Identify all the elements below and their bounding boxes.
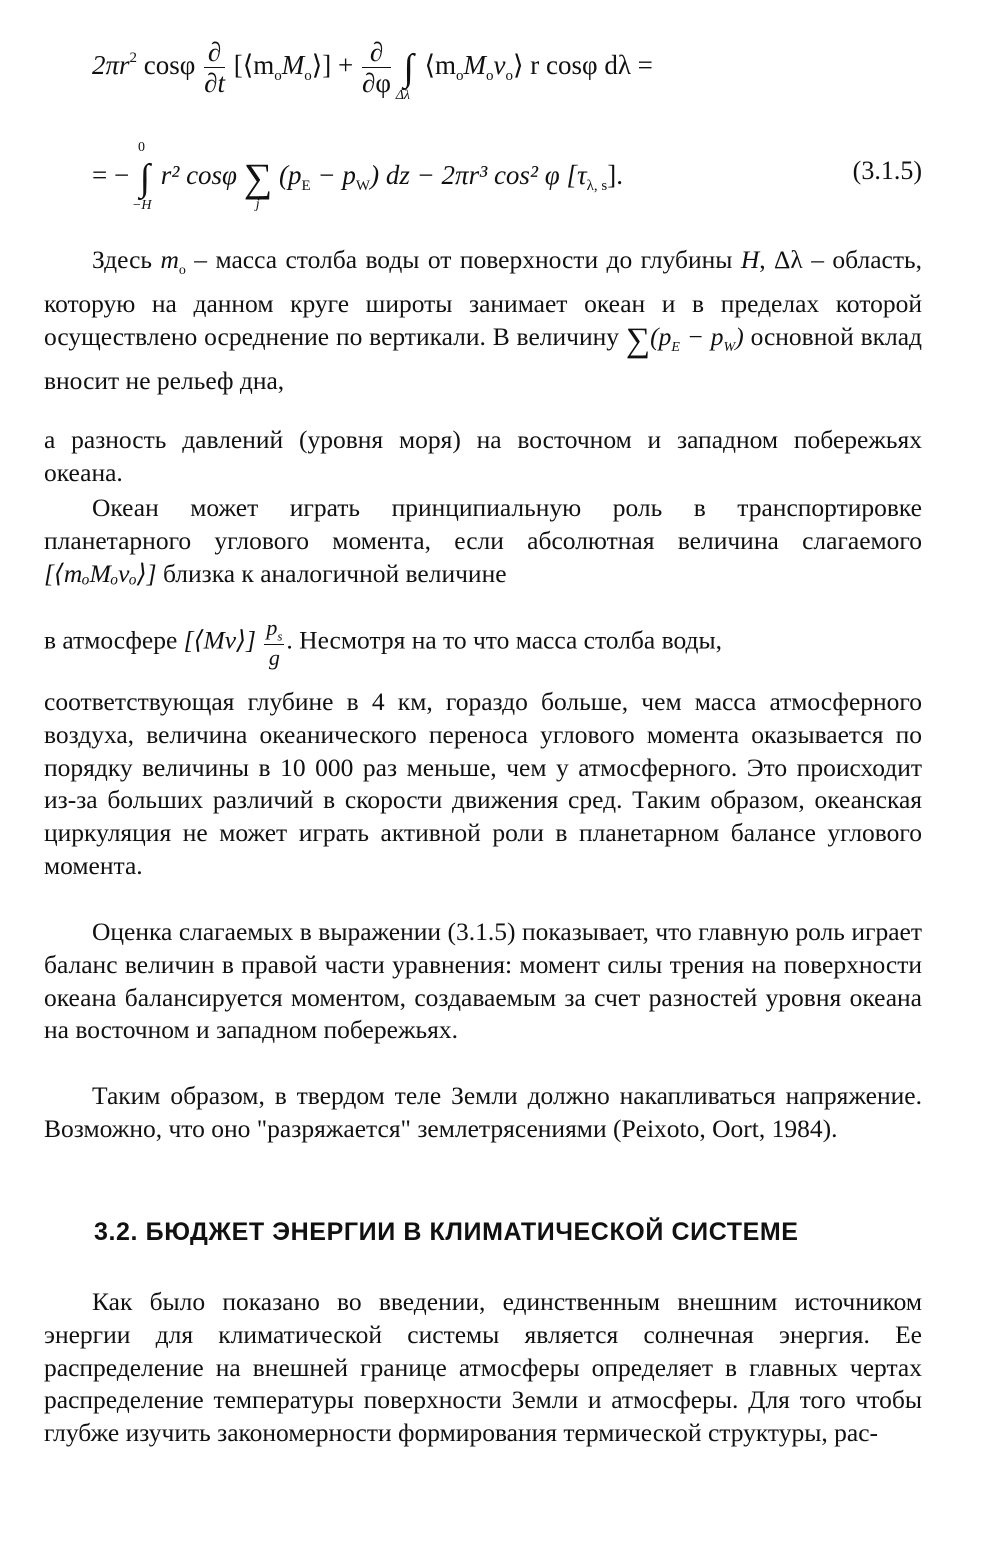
equation-line-2: = − 0 ∫ −H r² cosφ ∑ j $(p_E - p_W)$ dz − 2πr³ cos² φ $[\tau_{\lambda, s}]$. (3.1.5) — [92, 140, 922, 213]
eq2-sum: ∑ j — [243, 155, 273, 212]
paragraph-7: Таким образом, в твердом теле Земли должно накапливаться напряжение. Возможно, что оно "разряжается" землетрясениями (Peixoto, Oort, 1984). — [44, 1081, 922, 1143]
eq1-d-dphi: $\frac{\partial}{\partial\varphi}$ — [362, 37, 391, 99]
inline-sum-expression: $\sum(p_E - p_W)$ — [625, 321, 744, 359]
equation-line-1: $2\pi r^2$ cosφ $\frac{\partial}{\partial t}$ $[⟨m_oM_o⟩]$ + $\frac{\partial}{\partial\varphi}$ ∫ Δλ $⟨m_oM_o\nu_o⟩$ r cosφ dλ = — [92, 37, 653, 103]
paragraph-3: Океан может играть принципиальную роль в транспортировке планетарного углового момента, если абсолютная величина слагаемого [⟨mₒMₒνₒ⟩] близка к аналогичной величине — [44, 493, 922, 588]
paragraph-4: в атмосфере [⟨Mν⟩] $\frac{p_s}{g}$ . Несмотря на то что масса столба воды, — [44, 615, 722, 671]
eq1-cos: cosφ — [143, 50, 196, 81]
paragraph-5: соответствующая глубине в 4 км, гораздо больше, чем масса атмосферного воздуха, величина океанического переноса углового момента оказывается по порядку величины в 10 000 раз меньше, чем у атмосферного. Это происходит из-за больших различий в скорости движения сред. Таким образом, океанская циркуляция не может играть активной роли в планетарном балансе углового момента. — [44, 687, 922, 880]
eq1-d-dt: $\frac{\partial}{\partial t}$ — [204, 37, 225, 99]
paragraph-6: Оценка слагаемых в выражении (3.1.5) показывает, что главную роль играет баланс величин в правой части уравнения: момент силы трения на поверхности океана балансируется моментом, создаваемым за счет разностей уровня океана на восточном и западном побережьях. — [44, 917, 922, 1045]
paragraph-2: а разность давлений (уровня моря) на восточном и западном побережьях океана. — [44, 425, 922, 487]
paragraph-8: Как было показано во введении, единственным внешним источником энергии для климатической системы является солнечная энергия. Ее распределение на внешней границе атмосферы определяет в главных чертах распределение температуры поверхности Земли и атмосферы. Для того чтобы глубже изучить закономерности формирования термической структуры, рас- — [44, 1287, 922, 1448]
eq1-prefix: 2πr — [92, 50, 130, 81]
eq1-integral: ∫ Δλ — [395, 46, 414, 103]
paragraph-1: Здесь $m_o$ – масса столба воды от поверхности до глубины H, Δλ – область, которую на данном круге широты занимает океан и в пределах которой осуществлено осреднение по вертикали. В величину $\sum(p_E - p_W)$ основной вклад вносит не рельеф дна, — [44, 245, 923, 395]
eq2-integral: 0 ∫ −H — [131, 140, 152, 213]
section-heading: 3.2. БЮДЖЕТ ЭНЕРГИИ В КЛИМАТИЧЕСКОЙ СИСТЕМЕ — [94, 1218, 799, 1246]
equation-number: (3.1.5) — [852, 156, 922, 185]
inline-fraction: $\frac{p_s}{g}$ — [266, 615, 283, 671]
